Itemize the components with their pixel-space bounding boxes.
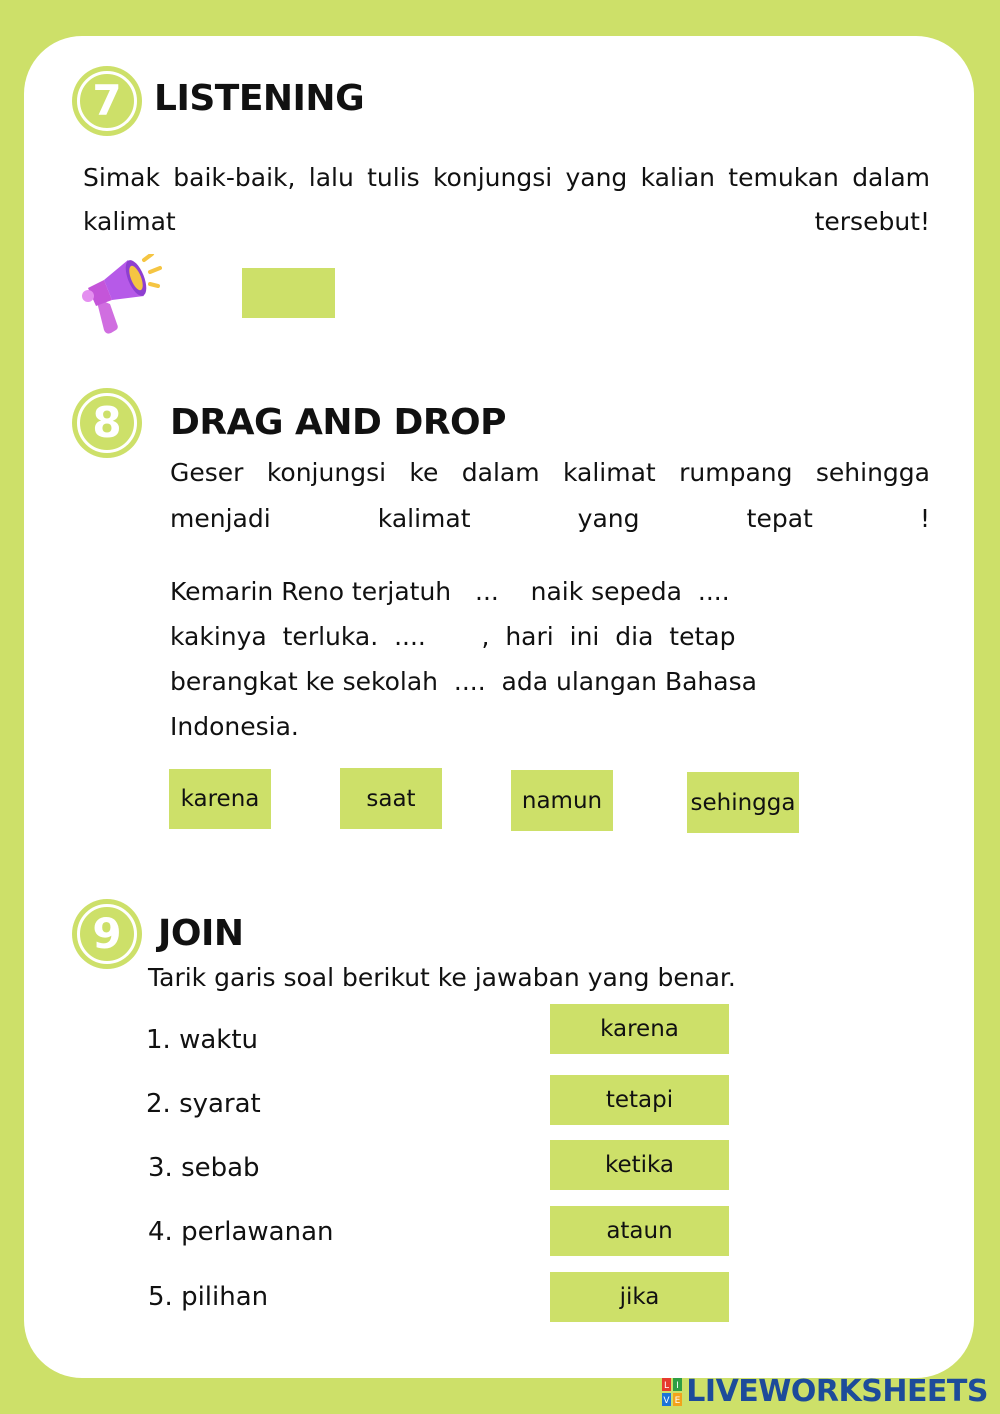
section-9-instruction: Tarik garis soal berikut ke jawaban yang benar. — [148, 963, 736, 992]
sentence-line: berangkat ke sekolah .... ada ulangan Bahasa — [170, 667, 757, 696]
join-answer-karena[interactable]: karena — [550, 1004, 729, 1054]
join-question-2[interactable]: 2. syarat — [146, 1089, 261, 1119]
sentence-line: kakinya terluka. .... , hari ini dia tetap — [170, 622, 736, 651]
sentence-line: Kemarin Reno terjatuh ... naik sepeda .... — [170, 577, 730, 606]
listening-answer-input[interactable] — [242, 268, 335, 318]
section-9-badge — [72, 899, 142, 969]
svg-text:I: I — [676, 1380, 680, 1391]
section-8-badge — [72, 388, 142, 458]
join-answer-ketika[interactable]: ketika — [550, 1140, 729, 1190]
svg-text:V: V — [663, 1395, 670, 1406]
section-9-title: JOIN — [158, 913, 244, 954]
join-answer-tetapi[interactable]: tetapi — [550, 1075, 729, 1125]
section-7-instruction: Simak baik-baik, lalu tulis konjungsi yang kalian temukan dalam kalimat tersebut! — [83, 163, 930, 236]
drag-chip-saat[interactable]: saat — [340, 768, 442, 829]
section-7-badge — [72, 66, 142, 136]
cloze-sentence — [170, 569, 760, 749]
join-question-1[interactable]: 1. waktu — [146, 1025, 258, 1055]
liveworksheets-logo-text: LIVEWORKSHEETS — [686, 1374, 988, 1409]
section-8-number: 8 — [77, 393, 137, 453]
liveworksheets-logo[interactable] — [662, 1374, 988, 1409]
liveworksheets-logo-icon — [662, 1378, 682, 1406]
join-question-4[interactable]: 4. perlawanan — [148, 1217, 334, 1247]
svg-text:E: E — [674, 1395, 681, 1406]
megaphone-icon[interactable] — [82, 254, 162, 336]
drag-chip-karena[interactable]: karena — [169, 769, 271, 829]
join-question-3[interactable]: 3. sebab — [148, 1153, 260, 1183]
drag-chip-namun[interactable]: namun — [511, 770, 613, 831]
sentence-line: Indonesia. — [170, 712, 299, 741]
join-answer-ataun[interactable]: ataun — [550, 1206, 729, 1256]
section-7-number: 7 — [77, 71, 137, 131]
section-8-instruction: Geser konjungsi ke dalam kalimat rumpang sehingga menjadi kalimat yang tepat ! — [170, 458, 930, 533]
drag-chip-sehingga[interactable]: sehingga — [687, 772, 799, 833]
join-question-5[interactable]: 5. pilihan — [148, 1282, 269, 1312]
svg-text:L: L — [664, 1380, 670, 1391]
join-answer-jika[interactable]: jika — [550, 1272, 729, 1322]
section-7-title: LISTENING — [154, 78, 365, 119]
section-8-title: DRAG AND DROP — [170, 402, 507, 443]
section-9-number: 9 — [77, 904, 137, 964]
